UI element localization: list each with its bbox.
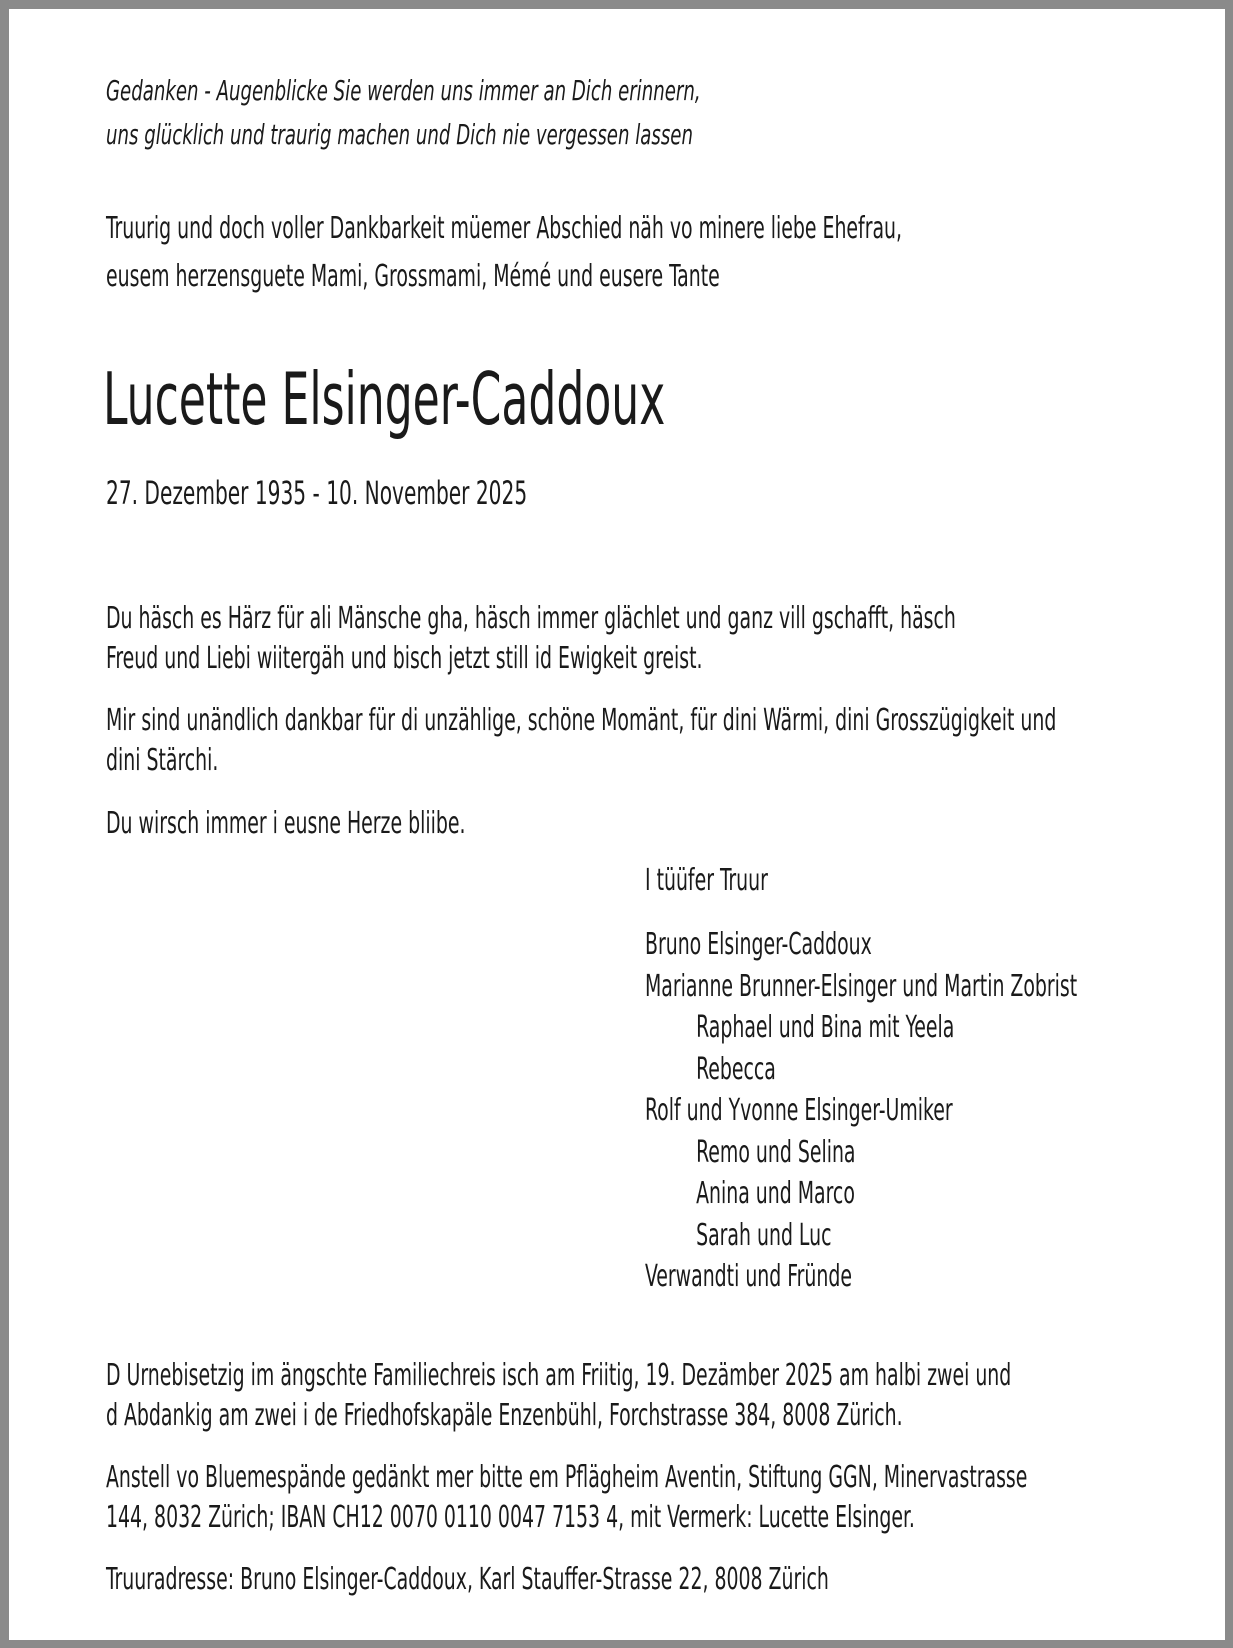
motto-line: uns glücklich und traurig machen und Dich nie vergessen lassen xyxy=(106,118,693,151)
mourner-entry: Rolf und Yvonne Elsinger-Umiker xyxy=(645,1093,953,1128)
donation-info xyxy=(106,1458,1027,1538)
intro-line: Truurig und doch voller Dankbarkeit müemer Abschied näh vo minere liebe Ehefrau, xyxy=(106,211,903,246)
mourner-entry-grandchild: Remo und Selina xyxy=(696,1134,856,1170)
tribute-line: Du häsch es Härz für ali Mänsche gha, häsch immer glächlet und ganz vill gschafft, häsch xyxy=(106,601,956,636)
mourner-entry-grandchild: Raphael und Bina mit Yeela xyxy=(696,1010,955,1045)
tribute-line: Mir sind unändlich dankbar für di unzählige, schöne Momänt, für dini Wärmi, dini Grosszügigkeit und xyxy=(106,703,1057,738)
mourners-intro: I tüüfer Truur xyxy=(645,863,768,898)
donation-line: Anstell vo Bluemespände gedänkt mer bitte em Pflägheim Aventin, Stiftung GGN, Minervastrasse xyxy=(106,1460,1028,1495)
tribute-paragraph-2 xyxy=(106,701,1056,781)
tribute-paragraph-3 xyxy=(106,804,465,844)
intro-text xyxy=(106,205,902,301)
mourner-entry-grandchild: Sarah und Luc xyxy=(696,1217,832,1253)
motto-line: Gedanken - Augenblicke Sie werden uns immer an Dich erinnern, xyxy=(106,74,701,107)
tribute-paragraph-1 xyxy=(106,599,956,679)
tribute-line: Du wirsch immer i eusne Herze bliibe. xyxy=(106,806,466,841)
motto-verse xyxy=(106,69,701,157)
tribute-line: dini Stärchi. xyxy=(106,743,219,778)
mourner-entry-grandchild: Anina und Marco xyxy=(696,1176,855,1211)
tribute-line: Freud und Liebi wiitergäh und bisch jetzt still id Ewigkeit greist. xyxy=(106,641,703,676)
deceased-name: Lucette Elsinger-Caddoux xyxy=(103,357,666,441)
burial-line: D Urnebisetzig im ängschte Familiechreis isch am Friitig, 19. Dezämber 2025 am halbi zwei und xyxy=(106,1358,1012,1393)
life-dates: 27. Dezember 1935 - 10. November 2025 xyxy=(106,474,528,512)
mourner-entry: Verwandti und Fründe xyxy=(645,1259,852,1294)
burial-line: d Abdankig am zwei i de Friedhofskapäle Enzenbühl, Forchstrasse 384, 8008 Zürich. xyxy=(106,1398,903,1433)
mourner-entry: Bruno Elsinger-Caddoux xyxy=(645,927,872,962)
mourner-entry: Marianne Brunner-Elsinger und Martin Zobrist xyxy=(645,968,1078,1004)
mourning-address: Truuradresse: Bruno Elsinger-Caddoux, Karl Stauffer-Strasse 22, 8008 Zürich xyxy=(106,1562,829,1597)
mourner-entry-grandchild: Rebecca xyxy=(696,1051,776,1087)
donation-line: 144, 8032 Zürich; IBAN CH12 0070 0110 0047 7153 4, mit Vermerk: Lucette Elsinger. xyxy=(106,1500,915,1535)
intro-line: eusem herzensguete Mami, Grossmami, Mémé und eusere Tante xyxy=(106,259,720,294)
burial-info xyxy=(106,1356,1011,1436)
mourners-list xyxy=(645,924,1077,1298)
